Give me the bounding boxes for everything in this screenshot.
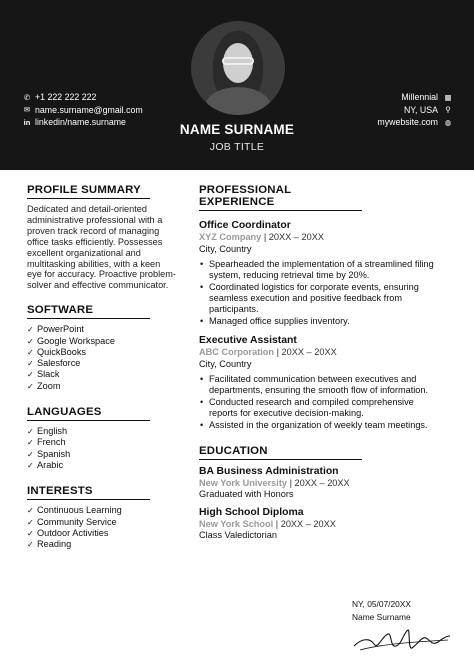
person-job-title: JOB TITLE (209, 141, 265, 153)
list-item: ✓ Zoom (27, 380, 61, 391)
list-item: • Spearheaded the implementation of a streamlined filing system, reducing retrieval time by 20%. (199, 259, 439, 281)
degree-title: High School Diploma (199, 506, 304, 518)
check-icon: ✓ (27, 359, 34, 369)
education-entry (199, 506, 439, 542)
signature (352, 624, 452, 654)
languages-list (27, 426, 177, 471)
check-icon: ✓ (27, 427, 34, 437)
job-location: City, Country (199, 243, 252, 254)
list-item: • Facilitated communication between executives and departments, ensuring the smooth flow of information. (199, 374, 439, 396)
job-title: Executive Assistant (199, 335, 297, 347)
company-name: ABC Corporation (199, 347, 275, 358)
location-icon: ⚲ (445, 105, 451, 115)
job-title: Office Coordinator (199, 220, 291, 231)
right-column (199, 184, 439, 542)
list-item: ✓ Google Workspace (27, 335, 115, 346)
profile-summary-heading: PROFILE SUMMARY (27, 184, 150, 199)
check-icon: ✓ (27, 336, 34, 346)
job-dates: | 20XX – 20XX (276, 347, 337, 358)
check-icon: ✓ (27, 449, 34, 459)
contact-email[interactable]: ✉ name.surname@gmail.com (23, 104, 143, 115)
job-location: City, Country (199, 358, 252, 369)
job-entry (199, 219, 439, 326)
languages-heading: LANGUAGES (27, 406, 150, 421)
education-entry (199, 465, 439, 501)
education-dates: | 20XX – 20XX (289, 477, 350, 488)
school-name: New York School (199, 518, 274, 529)
signoff-name: Name Surname (352, 611, 411, 622)
profile-summary-text: Dedicated and detail-oriented administrative professional with a proven track record of managing office tasks efficiently. Possesses excellent organizational and multitasking abilities, with a keen eye for accuracy. Proactive problem-solver and effective communicator. (27, 204, 176, 291)
software-list (27, 324, 177, 392)
job-meta (199, 347, 439, 359)
check-icon: ✓ (27, 528, 34, 538)
list-item: • Coordinated logistics for corporate events, ensuring seamless execution and positive feedback from participants. (199, 282, 439, 315)
job-bullets (199, 259, 439, 326)
list-item: ✓ English (27, 426, 68, 437)
check-icon: ✓ (27, 325, 34, 335)
list-item: ✓ Outdoor Activities (27, 527, 109, 538)
education-meta (199, 478, 439, 490)
list-item: ✓ Reading (27, 539, 72, 550)
check-icon: ✓ (27, 540, 34, 550)
job-dates: | 20XX – 20XX (263, 232, 324, 242)
contact-linkedin[interactable]: in linkedin/name.surname (23, 117, 126, 128)
education-heading: EDUCATION (199, 445, 362, 460)
person-name: NAME SURNAME (179, 122, 295, 137)
school-name: New York University (199, 477, 287, 488)
check-icon: ✓ (27, 460, 34, 470)
degree-title: BA Business Administration (199, 465, 339, 477)
check-icon: ✓ (27, 347, 34, 357)
globe-icon: ◍ (444, 117, 452, 127)
education-meta (199, 519, 439, 531)
interests-heading: INTERESTS (27, 485, 150, 500)
check-icon: ✓ (27, 517, 34, 527)
job-bullets (199, 374, 439, 431)
list-item: ✓ Slack (27, 369, 60, 380)
list-item: ✓ QuickBooks (27, 346, 87, 357)
list-item: ✓ Continuous Learning (27, 505, 122, 516)
check-icon: ✓ (27, 381, 34, 391)
signoff (352, 598, 411, 623)
job-meta (199, 232, 439, 244)
check-icon: ✓ (27, 370, 34, 380)
contact-generation: Millennial ▦ (401, 92, 452, 103)
company-name: XYZ Company (199, 232, 262, 242)
contact-website[interactable]: mywebsite.com ◍ (377, 117, 452, 128)
job-entry (199, 334, 439, 431)
list-item: • Assisted in the organization of weekly team meetings. (199, 420, 439, 431)
list-item: ✓ Community Service (27, 516, 117, 527)
contact-location: NY, USA ⚲ (377, 104, 453, 117)
education-note: Graduated with Honors (199, 489, 294, 500)
education-dates: | 20XX – 20XX (275, 518, 336, 529)
calendar-icon: ▦ (444, 92, 452, 102)
contact-phone: ✆ +1 222 222 222 (23, 92, 97, 103)
list-item: ✓ Spanish (27, 448, 71, 459)
list-item: ✓ French (27, 437, 66, 448)
list-item: • Managed office supplies inventory. (199, 316, 439, 327)
software-heading: SOFTWARE (27, 304, 150, 319)
left-column (27, 184, 177, 564)
header-banner (0, 0, 474, 170)
education-note: Class Valedictorian (199, 530, 277, 541)
check-icon: ✓ (27, 506, 34, 516)
linkedin-icon: in (23, 117, 31, 127)
list-item: ✓ Arabic (27, 459, 64, 470)
profile-photo (191, 21, 285, 115)
list-item: ✓ PowerPoint (27, 324, 84, 335)
list-item: • Conducted research and compiled comprehensive reports for executive decision-making. (199, 397, 439, 419)
list-item: ✓ Salesforce (27, 358, 81, 369)
phone-icon: ✆ (23, 92, 31, 102)
experience-heading: PROFESSIONAL EXPERIENCE (199, 184, 362, 211)
interests-list (27, 505, 177, 550)
check-icon: ✓ (27, 438, 34, 448)
signoff-place-date: NY, 05/07/20XX (352, 599, 411, 609)
email-icon: ✉ (23, 105, 31, 115)
